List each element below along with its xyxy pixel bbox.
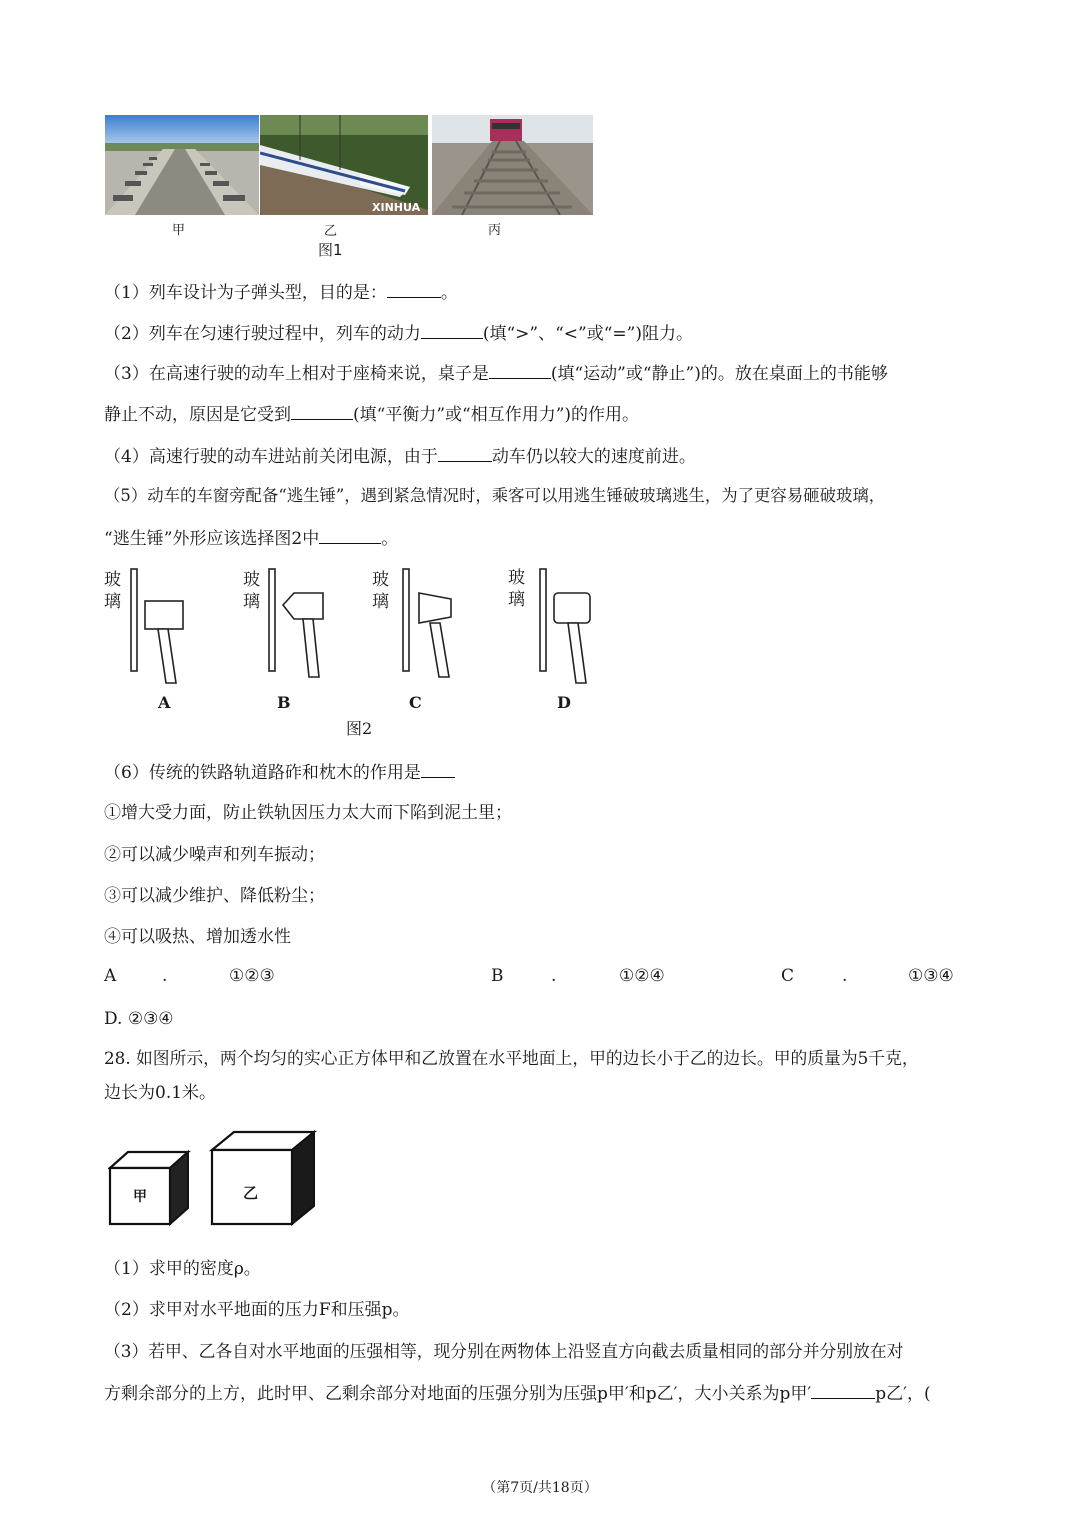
photo-bing-rails [432, 115, 593, 215]
choice-row [0, 966, 1080, 990]
glass-label-a: 玻 璃 [104, 570, 121, 612]
fig1-label-jia: 甲 [172, 223, 186, 238]
question-6: （6）传统的铁路轨道路砟和枕木的作用是 [104, 759, 455, 785]
cubes-figure [108, 1128, 318, 1228]
choice-a-value[interactable]: ①②③ [229, 966, 275, 986]
list-item: ②可以减少噪声和列车振动； [104, 845, 325, 865]
answer-blank-1[interactable] [387, 279, 441, 298]
glass-label-d: 玻 璃 [508, 568, 525, 610]
choice-a-letter[interactable]: A [104, 966, 117, 986]
question-4: （4）高速行驶的动车进站前关闭电源，由于 动车仍以较大的速度前进。 [104, 443, 696, 469]
fig1-caption: 图1 [318, 241, 343, 259]
photo-jia-track [105, 115, 259, 215]
list-item: ③可以减少维护、降低粉尘； [104, 886, 325, 906]
list-item: ④可以吸热、增加透水性 [104, 927, 291, 947]
question-2: （2）列车在匀速行驶过程中，列车的动力 (填“>”、“<”或“=”)阻力。 [104, 320, 693, 346]
answer-blank-3a[interactable] [489, 360, 551, 379]
sub-question-1: （1）求甲的密度ρ。 [104, 1259, 261, 1279]
question-3-line2: 静止不动，原因是它受到 (填“平衡力”或“相互作用力”)的作用。 [104, 401, 639, 427]
question-5-line1: （5）动车的车窗旁配备“逃生锤”，遇到紧急情况时，乘客可以用逃生锤破玻璃逃生，为了更容易砸破玻璃， [104, 486, 886, 505]
choice-c-value[interactable]: ①③④ [908, 966, 954, 986]
choice-b-dot: . [551, 966, 557, 986]
question-5-line2: “逃生锤”外形应该选择图2中 。 [104, 525, 398, 551]
hammer-label-b: B [277, 693, 291, 712]
answer-blank-28[interactable] [811, 1380, 875, 1399]
cube-yi-label: 乙 [243, 1184, 259, 1202]
choice-b-value[interactable]: ①②④ [619, 966, 665, 986]
photo-yi-train [260, 115, 428, 215]
list-item: ①增大受力面，防止铁轨因压力太大而下陷到泥土里； [104, 803, 512, 823]
figure-2 [100, 565, 600, 745]
fig2-caption: 图2 [346, 719, 373, 738]
question-3-line1: （3）在高速行驶的动车上相对于座椅来说，桌子是 (填“运动”或“静止”)的。放在桌面上的书能够 [104, 360, 888, 386]
question-28-line1: 28. 如图所示，两个均匀的实心正方体甲和乙放置在水平地面上，甲的边长小于乙的边长。甲的质量为5千克， [104, 1048, 919, 1068]
choice-c-letter[interactable]: C [781, 966, 795, 986]
photo-watermark: XINHUA [372, 201, 421, 214]
hammer-label-c: C [409, 693, 422, 712]
fig1-label-yi: 乙 [324, 224, 338, 239]
question-1: （1）列车设计为子弹头型，目的是： 。 [104, 279, 458, 305]
sub-question-3-line2: 方剩余部分的上方，此时甲、乙剩余部分对地面的压强分别为压强p甲′和p乙′，大小关系为p甲′ p乙′，( [104, 1380, 931, 1406]
choice-a-dot: . [162, 966, 168, 986]
hammer-label-d: D [557, 693, 571, 712]
sub-question-3-line1: （3）若甲、乙各自对水平地面的压强相等，现分别在两物体上沿竖直方向截去质量相同的部分并分别放在对 [104, 1341, 904, 1361]
fig1-label-bing: 丙 [488, 223, 502, 238]
answer-blank-3b[interactable] [291, 401, 353, 420]
choice-d[interactable]: D. ②③④ [104, 1009, 174, 1029]
choice-c-dot: . [842, 966, 848, 986]
glass-label-c: 玻 璃 [372, 570, 389, 612]
hammer-label-a: A [158, 693, 171, 712]
choice-b-letter[interactable]: B [491, 966, 504, 986]
page-footer: （第7页/共18页） [482, 1480, 598, 1496]
glass-label-b: 玻 璃 [243, 570, 260, 612]
sub-question-2: （2）求甲对水平地面的压力F和压强p。 [104, 1300, 410, 1320]
answer-blank-5[interactable] [319, 525, 381, 544]
answer-blank-2[interactable] [421, 320, 483, 339]
answer-blank-6[interactable] [421, 759, 455, 778]
cube-jia-label: 甲 [133, 1189, 147, 1205]
question-28-line2: 边长为0.1米。 [104, 1083, 217, 1103]
answer-blank-4[interactable] [438, 443, 492, 462]
